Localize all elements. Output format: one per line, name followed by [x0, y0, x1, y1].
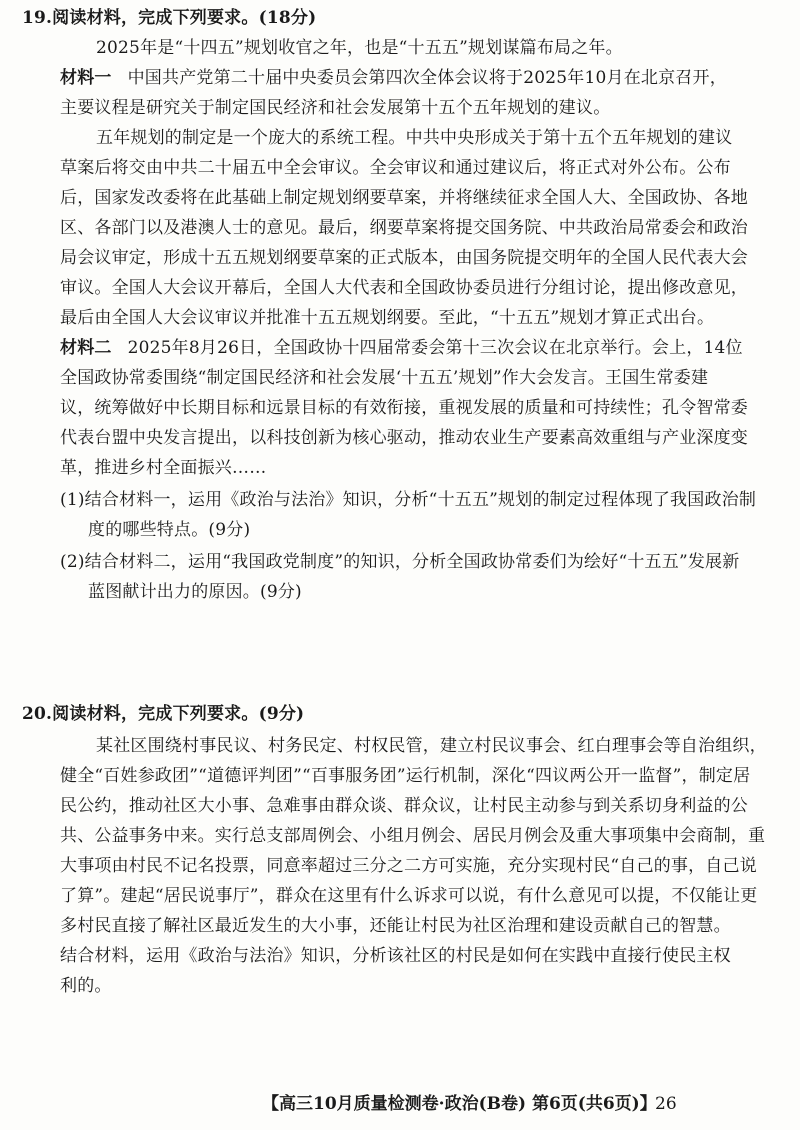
material-2-line: 2025年8月26日，全国政协十四届常委会第十三次会议在北京举行。会上，14位 [127, 338, 743, 358]
q20-requirement-line: 结合材料，运用《政治与法治》知识，分析该社区的村民是如何在实践中直接行使民主权 [60, 946, 731, 966]
material-1-line: 中国共产党第二十届中央委员会第四次全体会议将于2025年10月在北京召开， [127, 68, 727, 88]
footer-exam-label: 【高三10月质量检测卷·政治(B卷) 第6页(共6页)】 [262, 1094, 657, 1114]
material-2-line: 革，推进乡村全面振兴…… [60, 458, 267, 478]
material-1-line: 最后由全国人大会议审议并批准十五五规划纲要。至此，“十五五”规划才算正式出台。 [60, 308, 715, 328]
q19-subquestion-1-line: 度的哪些特点。(9分) [88, 520, 251, 540]
q19-subquestion-1-line: (1)结合材料一，运用《政治与法治》知识，分析“十五五”规划的制定过程体现了我国政治制 [60, 490, 757, 510]
q20-material-line: 民公约，推动社区大小事、急难事由群众谈、群众议，让村民主动参与到关系切身利益的公 [60, 796, 748, 816]
material-2-label: 材料二 [60, 338, 112, 358]
q20-material-line: 共、公益事务中来。实行总支部周例会、小组月例会、居民月例会及重大事项集中会商制，重 [60, 826, 766, 846]
material-1-line: 审议。全国人大会议开幕后，全国人大代表和全国政协委员进行分组讨论，提出修改意见， [60, 278, 748, 298]
material-1-line: 局会议审定，形成十五五规划纲要草案的正式版本，由国务院提交明年的全国人民代表大会 [60, 248, 748, 268]
q20-material-line: 某社区围绕村事民议、村务民定、村权民管，建立村民议事会、红白理事会等自治组织， [96, 736, 767, 756]
q19-subquestion-2-line: (2)结合材料二，运用“我国政党制度”的知识，分析全国政协常委们为绘好“十五五”发展新 [60, 552, 740, 572]
q20-material-line: 健全“百姓参政团”“道德评判团”“百事服务团”运行机制，深化“四议两公开一监督”，制定居 [60, 766, 751, 786]
q20-requirement-line: 利的。 [60, 976, 112, 996]
q20-material-line: 多村民直接了解社区最近发生的大小事，还能让村民为社区治理和建设贡献自己的智慧。 [60, 916, 731, 936]
material-2-line: 代表台盟中央发言提出，以科技创新为核心驱动，推动农业生产要素高效重组与产业深度变 [60, 428, 748, 448]
q20-material-line: 了算”。建起“居民说事厅”，群众在这里有什么诉求可以说，有什么意见可以提，不仅能让更 [60, 886, 758, 906]
q20-material-line: 大事项由村民不记名投票，同意率超过三分之二方可实施，充分实现村民“自己的事，自己说 [60, 856, 757, 876]
material-1-line: 草案后将交由中共二十届五中全会审议。全会审议和通过建议后，将正式对外公布。公布 [60, 158, 731, 178]
material-1-line: 后，国家发改委将在此基础上制定规划纲要草案，并将继续征求全国人大、全国政协、各地 [60, 188, 748, 208]
material-1-line: 区、各部门以及港澳人士的意见。最后，纲要草案将提交国务院、中共政治局常委会和政治 [60, 218, 748, 238]
q20-title: 20.阅读材料，完成下列要求。(9分) [22, 704, 305, 724]
material-2-line: 议，统筹做好中长期目标和远景目标的有效衔接，重视发展的质量和可持续性；孔令智常委 [60, 398, 748, 418]
q19-material-2-first-line [60, 334, 743, 362]
q19-title: 19.阅读材料，完成下列要求。(18分) [22, 8, 317, 28]
material-2-line: 全国政协常委围绕“制定国民经济和社会发展‘十五五’规划”作大会发言。王国生常委建 [60, 368, 709, 388]
q19-subquestion-2-line: 蓝图献计出力的原因。(9分) [88, 582, 302, 602]
q19-intro: 2025年是“十四五”规划收官之年，也是“十五五”规划谋篇布局之年。 [96, 38, 623, 58]
footer-code: 26 [655, 1094, 677, 1114]
q19-material-1-first-line [60, 64, 727, 92]
material-1-line: 主要议程是研究关于制定国民经济和社会发展第十五个五年规划的建议。 [60, 98, 611, 118]
material-1-label: 材料一 [60, 68, 112, 88]
material-1-line: 五年规划的制定是一个庞大的系统工程。中共中央形成关于第十五个五年规划的建议 [96, 128, 733, 148]
